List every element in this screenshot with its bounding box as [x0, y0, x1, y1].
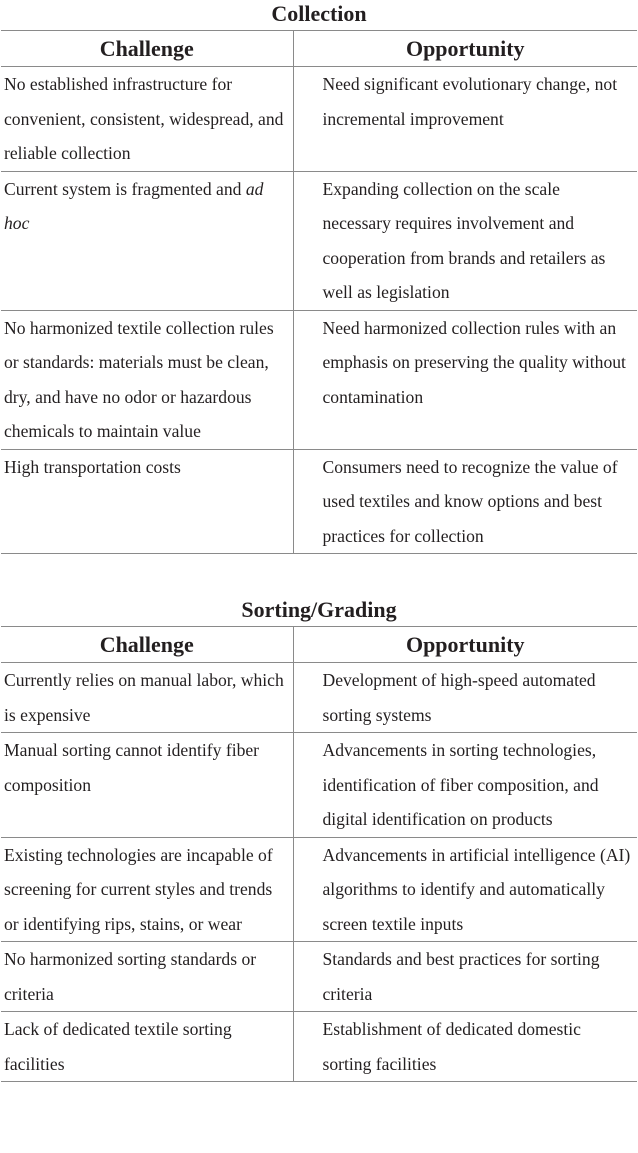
opportunity-cell: Consumers need to recognize the value of used textiles and know options and best practices for collection [293, 449, 637, 554]
opportunity-cell: Development of high-speed automated sorting systems [293, 663, 637, 733]
challenge-header: Challenge [1, 627, 293, 663]
challenge-cell [1, 171, 293, 310]
challenge-cell: No harmonized textile collection rules or standards: materials must be clean, dry, and have no odor or hazardous chemicals to maintain value [1, 310, 293, 449]
table-row [1, 1012, 637, 1082]
opportunity-header: Opportunity [293, 31, 637, 67]
opportunity-cell: Advancements in sorting technologies, identification of fiber composition, and digital identification on products [293, 733, 637, 838]
opportunity-header: Opportunity [293, 627, 637, 663]
section-title: Sorting/Grading [241, 597, 397, 622]
challenge-cell: Existing technologies are incapable of screening for current styles and trends or identifying rips, stains, or wear [1, 837, 293, 942]
opportunity-cell: Standards and best practices for sorting criteria [293, 942, 637, 1012]
challenge-cell: High transportation costs [1, 449, 293, 554]
table-row [1, 67, 637, 172]
challenge-cell: Currently relies on manual labor, which is expensive [1, 663, 293, 733]
table-row [1, 837, 637, 942]
challenge-text: Current system is fragmented and [4, 178, 242, 199]
opportunity-cell: Expanding collection on the scale necessary requires involvement and cooperation from brands and retailers as well as legislation [293, 171, 637, 310]
header-row [1, 627, 637, 663]
challenge-cell: Manual sorting cannot identify fiber composition [1, 733, 293, 838]
challenge-header: Challenge [1, 31, 293, 67]
collection-table [1, 30, 637, 554]
sorting-grading-table [1, 626, 637, 1082]
table-row [1, 663, 637, 733]
section-title: Collection [271, 1, 367, 26]
collection-section [1, 0, 637, 554]
table-row [1, 171, 637, 310]
opportunity-cell: Establishment of dedicated domestic sorting facilities [293, 1012, 637, 1082]
opportunity-cell: Need significant evolutionary change, not incremental improvement [293, 67, 637, 172]
challenge-cell: No harmonized sorting standards or criteria [1, 942, 293, 1012]
opportunity-cell: Advancements in artificial intelligence (AI) algorithms to identify and automatically screen textile inputs [293, 837, 637, 942]
header-row [1, 31, 637, 67]
section-spacer [0, 554, 638, 596]
challenge-italic-text: ad hoc [4, 178, 264, 233]
table-row [1, 733, 637, 838]
challenge-cell: No established infrastructure for convenient, consistent, widespread, and reliable collection [1, 67, 293, 172]
table-row [1, 310, 637, 449]
opportunity-cell: Need harmonized collection rules with an emphasis on preserving the quality without contamination [293, 310, 637, 449]
table-row [1, 942, 637, 1012]
sorting-grading-section [1, 596, 637, 1082]
challenge-cell: Lack of dedicated textile sorting facilities [1, 1012, 293, 1082]
table-row [1, 449, 637, 554]
